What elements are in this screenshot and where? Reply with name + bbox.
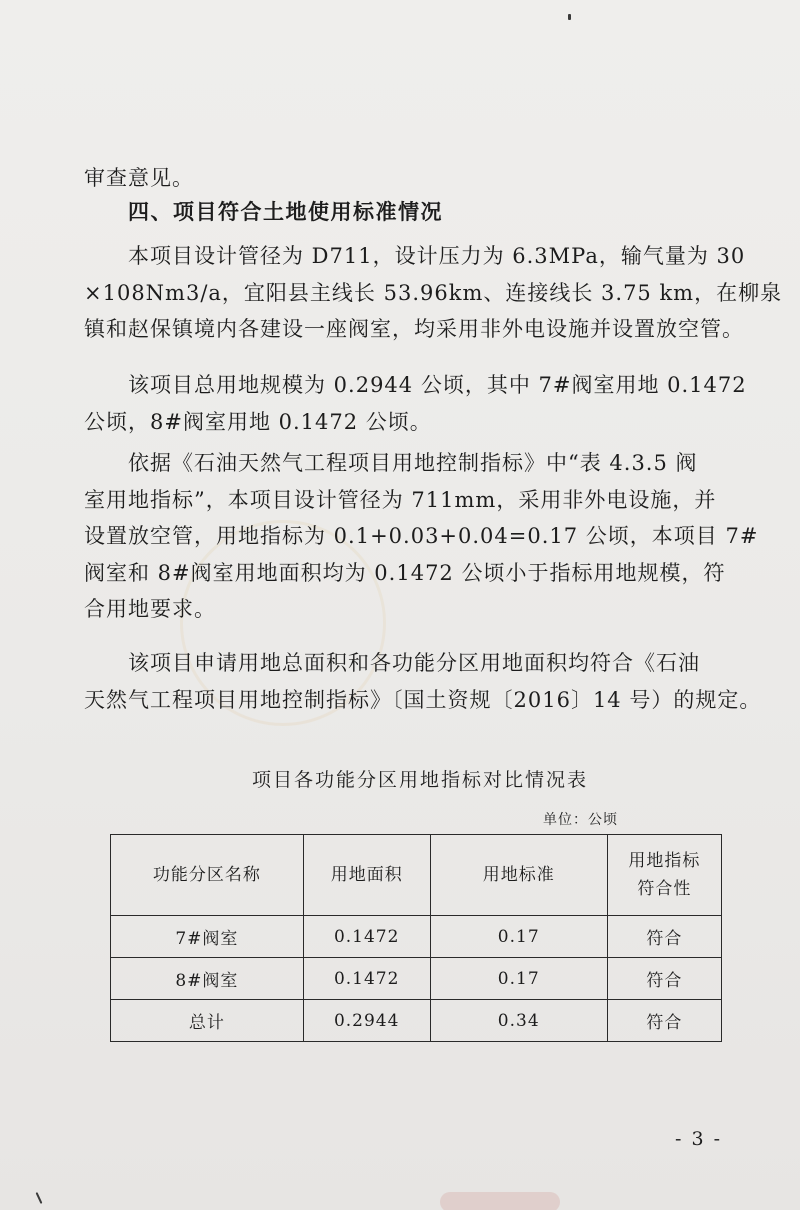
table-row bbox=[111, 916, 722, 958]
paragraph-conclusion bbox=[84, 645, 762, 718]
text-line: 依据《石油天然气工程项目用地控制指标》中“表 4.3.5 阀 bbox=[128, 451, 698, 475]
stray-mark bbox=[568, 14, 571, 20]
table-header-row bbox=[111, 835, 722, 916]
header-compliance bbox=[607, 835, 721, 916]
page-number: - 3 - bbox=[675, 1128, 723, 1150]
cell-name: 总计 bbox=[111, 1000, 304, 1042]
table-row bbox=[111, 958, 722, 1000]
text-line: 该项目申请用地总面积和各功能分区用地面积均符合《石油 bbox=[128, 651, 700, 675]
table-title: 项目各功能分区用地指标对比情况表 bbox=[251, 769, 588, 791]
table-row bbox=[111, 1000, 722, 1042]
land-index-comparison-table bbox=[110, 834, 722, 1042]
cell-area: 0.1472 bbox=[303, 916, 430, 958]
text-line: 天然气工程项目用地控制指标》〔国土资规〔2016〕14 号）的规定。 bbox=[84, 687, 762, 712]
cell-standard: 0.17 bbox=[430, 958, 607, 1000]
header-compliance-line2: 符合性 bbox=[637, 879, 692, 899]
cell-name: 7#阀室 bbox=[111, 916, 304, 958]
header-function-zone: 功能分区名称 bbox=[111, 835, 304, 916]
cell-area: 0.2944 bbox=[303, 1000, 430, 1042]
stray-mark bbox=[36, 1192, 43, 1204]
section-heading: 四、项目符合土地使用标准情况 bbox=[128, 200, 443, 224]
header-land-standard: 用地标准 bbox=[430, 835, 607, 916]
text-line: 审查意见。 bbox=[84, 166, 194, 190]
cell-compliance: 符合 bbox=[607, 916, 721, 958]
paragraph-standard-basis bbox=[84, 445, 759, 628]
text-line: 合用地要求。 bbox=[84, 597, 216, 621]
cell-standard: 0.34 bbox=[430, 1000, 607, 1042]
text-line: 室用地指标”，本项目设计管径为 711mm，采用非外电设施，并 bbox=[84, 487, 717, 512]
opening-paragraph bbox=[84, 160, 744, 197]
cell-compliance: 符合 bbox=[607, 1000, 721, 1042]
bottom-smudge bbox=[440, 1192, 560, 1210]
text-line: 设置放空管，用地指标为 0.1+0.03+0.04=0.17 公顷，本项目 7# bbox=[84, 524, 759, 548]
table-unit: 单位：公顷 bbox=[543, 812, 618, 828]
text-line: 镇和赵保镇境内各建设一座阀室，均采用非外电设施并设置放空管。 bbox=[84, 317, 744, 341]
paragraph-design-parameters bbox=[84, 238, 783, 348]
text-line: ×108Nm3/a，宜阳县主线长 53.96km、连接线长 3.75 km，在柳泉 bbox=[84, 280, 783, 305]
cell-name: 8#阀室 bbox=[111, 958, 304, 1000]
cell-compliance: 符合 bbox=[607, 958, 721, 1000]
cell-area: 0.1472 bbox=[303, 958, 430, 1000]
cell-standard: 0.17 bbox=[430, 916, 607, 958]
text-line: 本项目设计管径为 D711，设计压力为 6.3MPa，输气量为 30 bbox=[128, 244, 746, 268]
header-land-area: 用地面积 bbox=[303, 835, 430, 916]
paragraph-land-scale bbox=[84, 367, 747, 440]
text-line: 阀室和 8#阀室用地面积均为 0.1472 公顷小于指标用地规模，符 bbox=[84, 560, 726, 585]
header-compliance-line1: 用地指标 bbox=[628, 851, 701, 871]
text-line: 公顷，8#阀室用地 0.1472 公顷。 bbox=[84, 409, 432, 434]
text-line: 该项目总用地规模为 0.2944 公顷，其中 7#阀室用地 0.1472 bbox=[128, 373, 747, 397]
